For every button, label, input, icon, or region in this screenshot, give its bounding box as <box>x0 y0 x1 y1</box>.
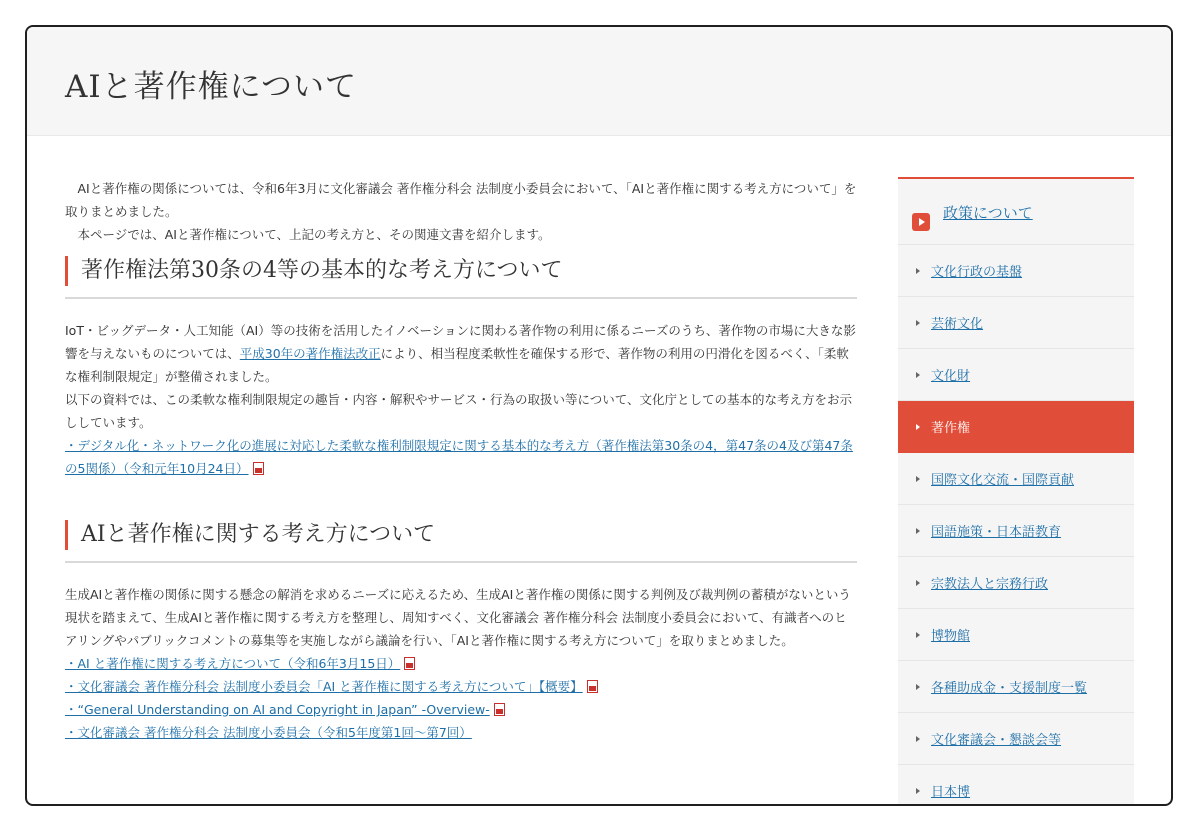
sidebar-item-cultural-properties[interactable] <box>898 349 1134 401</box>
sidebar-item-councils[interactable] <box>898 713 1134 765</box>
chevron-right-icon <box>916 528 920 534</box>
sidebar-item-arts[interactable] <box>898 297 1134 349</box>
chevron-right-icon <box>916 632 920 638</box>
chevron-right-icon <box>916 788 920 794</box>
sidebar-item-label: 各種助成金・支援制度一覧 <box>931 681 1088 696</box>
sidebar-item-label: 国語施策・日本語教育 <box>931 525 1062 540</box>
doc-list-item <box>65 721 857 744</box>
chevron-right-icon <box>916 424 920 430</box>
section2-title: AIと著作権に関する考え方について <box>65 520 857 550</box>
chevron-right-icon <box>916 320 920 326</box>
section1 <box>65 256 857 480</box>
chevron-right-icon <box>916 268 920 274</box>
pdf-icon <box>404 657 415 670</box>
chevron-right-icon <box>916 580 920 586</box>
section1-text-before: IoT・ビッグデータ・人工知能（AI）等の技術を活用したイノベーションに関わる著作物の利用に係るニーズのうち、著作物の市場に大きな影響を与えないものについては、 <box>65 323 856 361</box>
browser-frame <box>25 25 1173 806</box>
sidebar-item-museums[interactable] <box>898 609 1134 661</box>
sidebar-item-label: 文化財 <box>931 369 971 384</box>
doc-list-item <box>65 675 857 698</box>
sidebar-item-culture-admin[interactable] <box>898 245 1134 297</box>
law-revision-link[interactable]: 平成30年の著作権法改正 <box>239 346 381 361</box>
ai-copyright-views-link[interactable]: ・AI と著作権に関する考え方について（令和6年3月15日） <box>65 656 401 671</box>
english-overview-link[interactable]: ・“General Understanding on AI and Copyright in Japan” -Overview- <box>65 702 490 717</box>
section1-paragraph <box>65 319 857 388</box>
sidebar-item-label: 宗教法人と宗務行政 <box>931 577 1049 592</box>
section1-title: 著作権法第30条の4等の基本的な考え方について <box>65 256 857 286</box>
subcommittee-meetings-link[interactable]: ・文化審議会 著作権分科会 法制度小委員会（令和5年度第1回～第7回） <box>65 725 472 740</box>
chevron-right-icon <box>916 684 920 690</box>
play-icon <box>912 213 930 231</box>
section1-paragraph-2: 以下の資料では、この柔軟な権利制限規定の趣旨・内容・解釈やサービス・行為の取扱い等について、文化庁としての基本的な考え方をお示ししています。 <box>65 392 853 430</box>
sidebar-item-label: 博物館 <box>931 629 971 644</box>
section1-divider <box>65 297 857 299</box>
intro-paragraph-2 <box>65 223 857 246</box>
section1-text-after: により、相当程度柔軟性を確保する形で、著作物の利用の円滑化を図るべく、「柔軟な権利制限規定」が整備されました。 <box>65 346 849 384</box>
sidebar-item-label: 国際文化交流・国際貢献 <box>931 473 1075 488</box>
sidebar-item-international[interactable] <box>898 453 1134 505</box>
sidebar-nav <box>898 177 1134 806</box>
sidebar-item-japan-expo[interactable] <box>898 765 1134 806</box>
sidebar-item-religion[interactable] <box>898 557 1134 609</box>
pdf-icon <box>494 703 505 716</box>
doc-list-item <box>65 698 857 721</box>
intro-paragraph <box>65 177 857 223</box>
section2-paragraph: 生成AIと著作権の関係に関する懸念の解消を求めるニーズに応えるため、生成AIと著作権の関係に関する判例及び裁判例の蓄積がないという現状を踏まえて、生成AIと著作権に関する考え方を整理し、周知すべく、文化審議会 著作権分科会 法制度小委員会において、有識者へのヒアリングやパブリックコメントの募集等を実施しながら議論を行い、「AIと著作権に関する考え方について」を取りまとめました。 <box>65 587 851 648</box>
sidebar-item-grants[interactable] <box>898 661 1134 713</box>
sidebar-item-copyright[interactable] <box>898 401 1134 453</box>
section1-doc-line <box>65 434 857 480</box>
intro-line2: 本ページでは、AIと著作権について、上記の考え方と、その関連文書を紹介します。 <box>77 227 551 242</box>
section2-doc-list <box>65 652 857 744</box>
chevron-right-icon <box>916 736 920 742</box>
chevron-right-icon <box>916 476 920 482</box>
sidebar-heading-label[interactable]: 政策について <box>943 203 1033 222</box>
page-header <box>27 27 1171 136</box>
pdf-icon <box>587 680 598 693</box>
pdf-icon <box>253 462 264 475</box>
sidebar-item-label: 著作権 <box>931 421 971 436</box>
section2 <box>65 520 857 744</box>
sidebar-item-label: 芸術文化 <box>931 317 984 332</box>
chevron-right-icon <box>916 372 920 378</box>
section2-divider <box>65 561 857 563</box>
intro-line1: AIと著作権の関係については、令和6年3月に文化審議会 著作権分科会 法制度小委員会において、「AIと著作権に関する考え方について」を取りまとめました。 <box>65 181 857 219</box>
ai-copyright-summary-link[interactable]: ・文化審議会 著作権分科会 法制度小委員会「AI と著作権に関する考え方について」【概要】 <box>65 679 583 694</box>
main-content <box>65 177 857 744</box>
page-title: AIと著作権について <box>65 69 358 105</box>
sidebar-item-label: 文化行政の基盤 <box>931 265 1023 280</box>
sidebar-item-label: 文化審議会・懇談会等 <box>931 733 1062 748</box>
doc-list-item <box>65 652 857 675</box>
sidebar-item-japanese-language[interactable] <box>898 505 1134 557</box>
flexible-limitations-doc-link[interactable]: ・デジタル化・ネットワーク化の進展に対応した柔軟な権利制限規定に関する基本的な考え方（著作権法第30条の4，第47条の4及び第47条の5関係）（令和元年10月24日） <box>65 438 853 476</box>
sidebar-heading[interactable] <box>898 179 1134 245</box>
sidebar-item-label: 日本博 <box>931 785 971 800</box>
